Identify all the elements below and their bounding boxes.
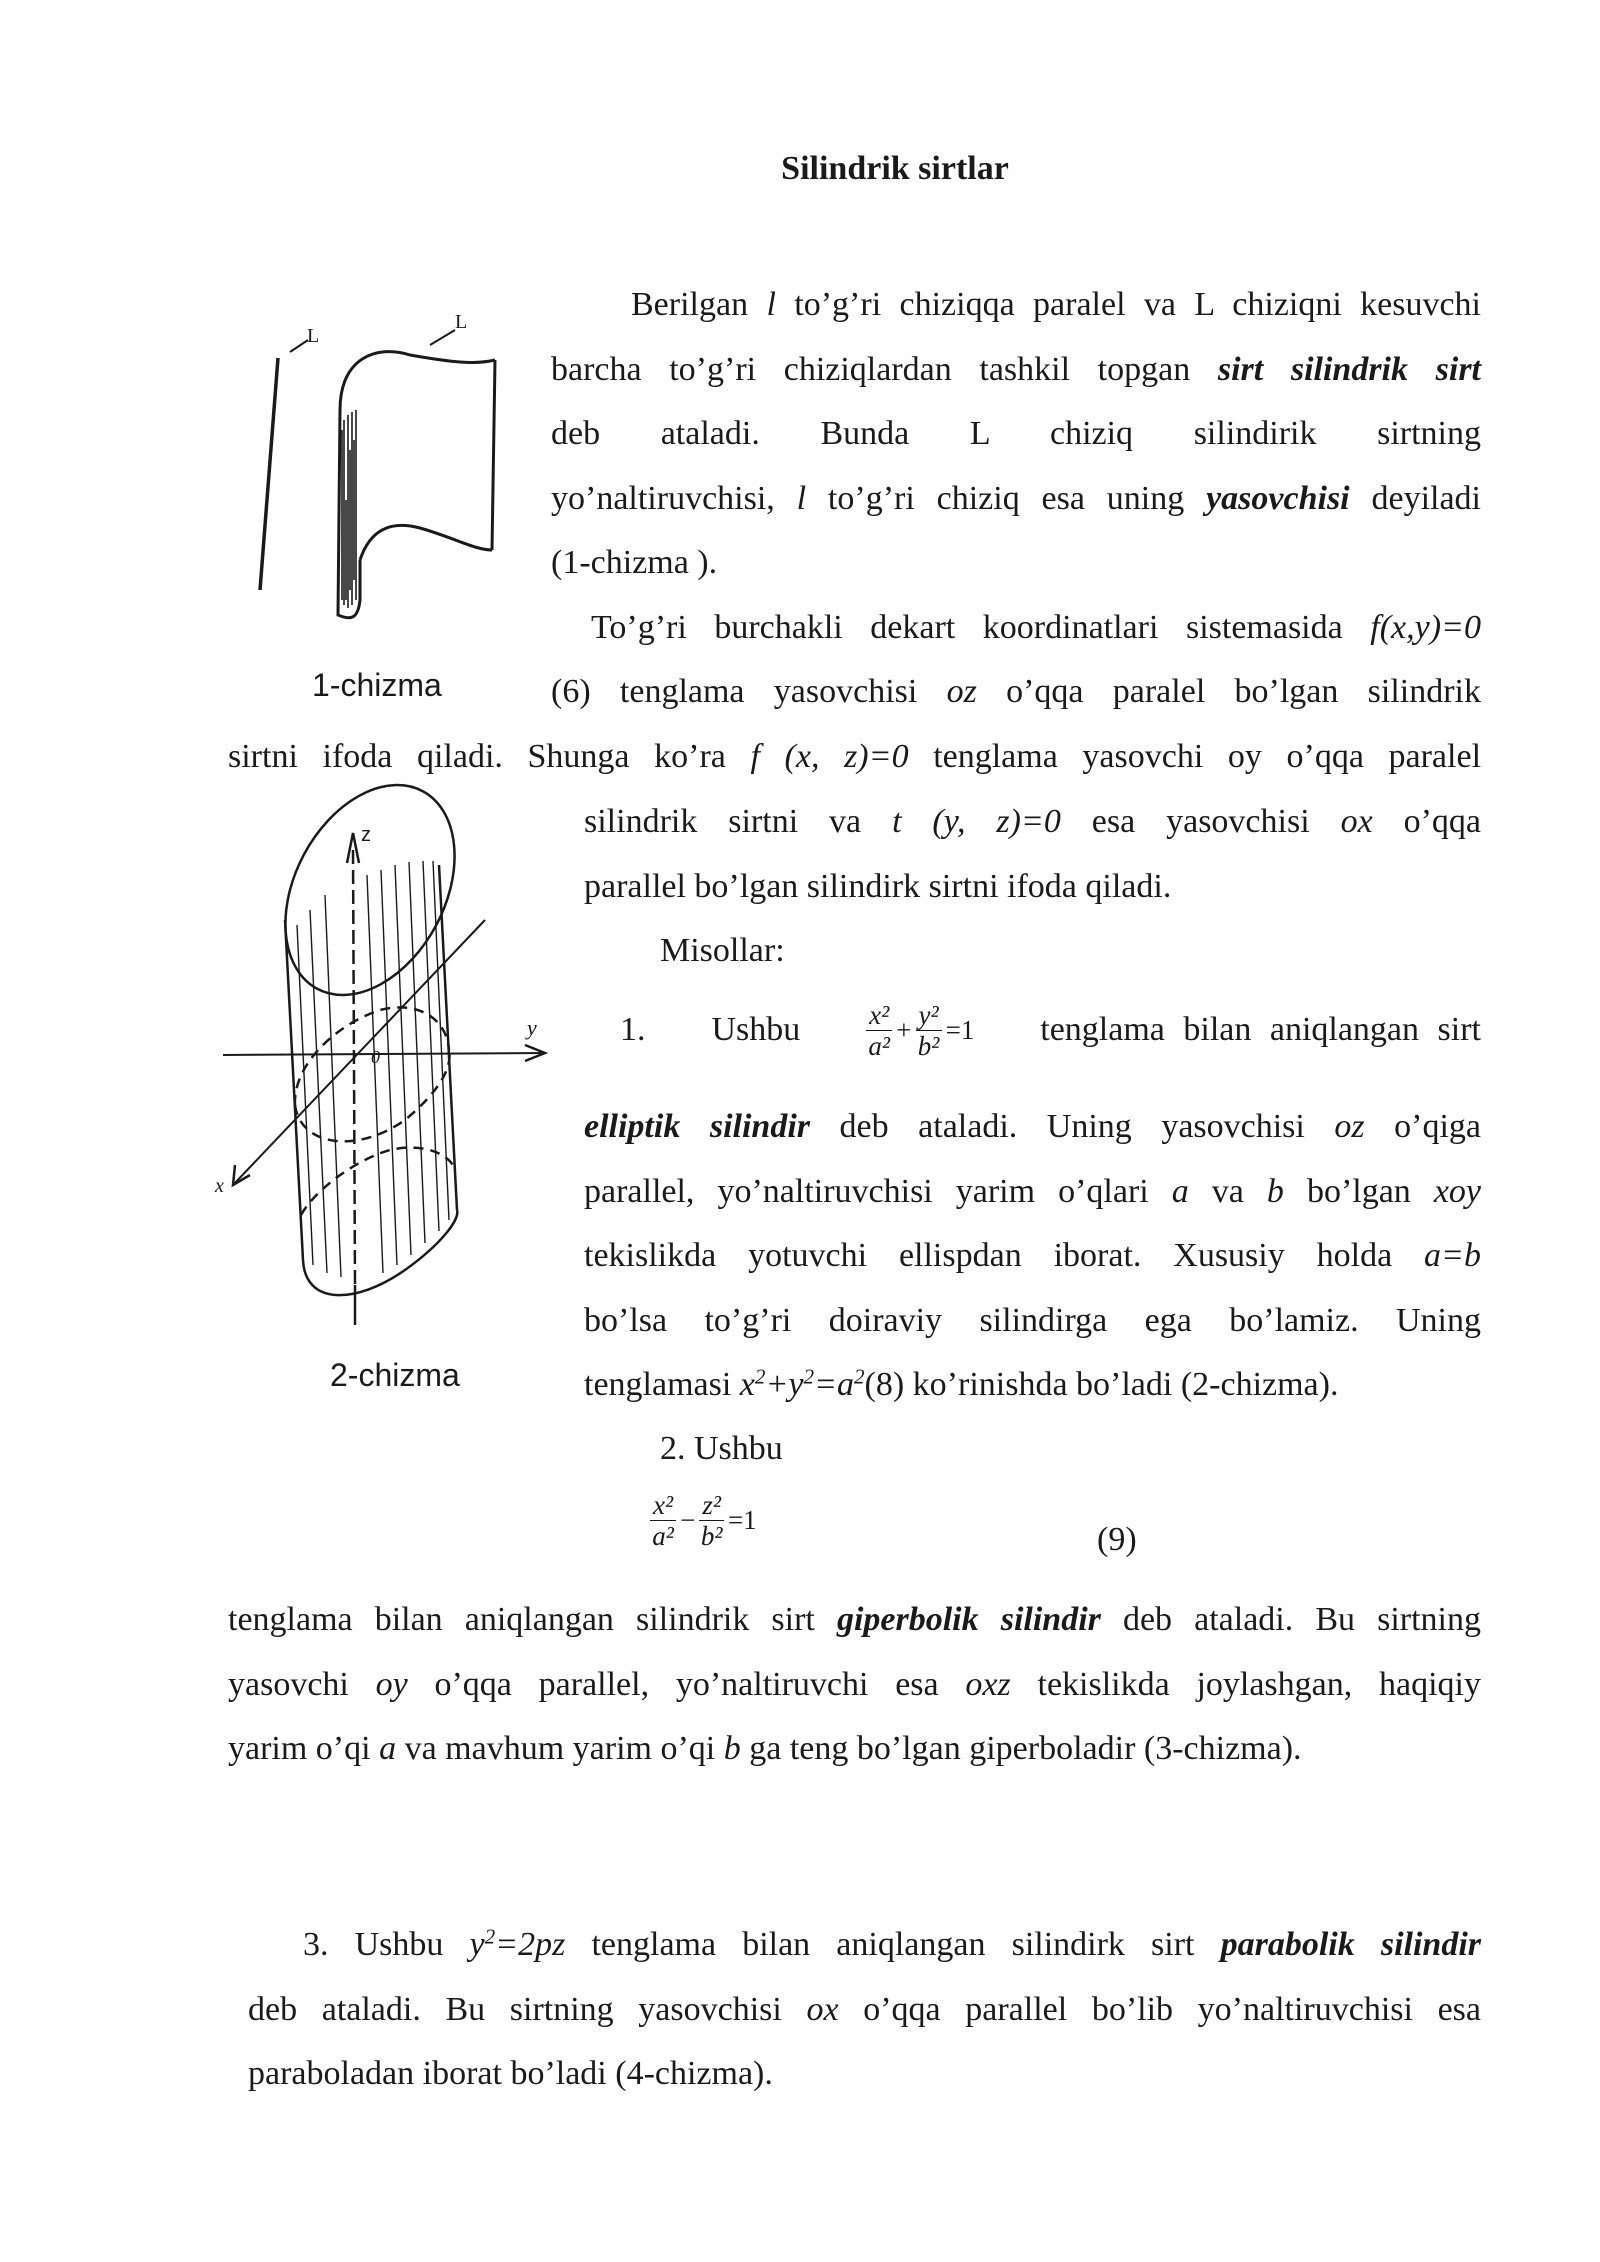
example-2-heading: 2. Ushbu xyxy=(660,1430,783,1467)
equation-parabola: $y^2=2pz$ xyxy=(469,1924,566,1963)
term-cylindrical-surface: sirt silindrik sirt xyxy=(1217,350,1481,388)
text-run: yasovchi xyxy=(228,1665,376,1703)
text-run: yo’naltiruvchisi, xyxy=(551,479,797,517)
text-run: o’qqa parallel bo’lib yo’naltiruvchisi esa xyxy=(838,1990,1482,2028)
paragraph-example-2 xyxy=(228,1588,1481,1782)
text-run: deyiladi xyxy=(1349,479,1482,517)
fraction: $\frac{\text{z²}}{\text{b²}}$ xyxy=(700,1490,723,1551)
text-line xyxy=(551,660,1481,725)
math-var: ox xyxy=(806,1990,839,2028)
term-hyperbolic-cylinder: giperbolik silindir xyxy=(836,1601,1101,1638)
text-run: (8) ko’rinishda bo’ladi (2-chizma). xyxy=(864,1366,1339,1403)
math-var: oy xyxy=(375,1665,408,1703)
text-line: parallel bo’lgan silindirk sirtni ifoda qiladi. xyxy=(584,867,1172,905)
paragraph-example-3 xyxy=(248,1913,1481,2107)
text-run: to’g’ri chiziq esa uning xyxy=(806,479,1207,517)
top-ellipse xyxy=(251,756,489,1024)
figure-1-caption: 1-chizma xyxy=(312,667,442,703)
math-var: b xyxy=(723,1730,741,1767)
text-run: Berilgan xyxy=(631,286,767,323)
paragraph-definition xyxy=(551,273,1481,725)
text-run: va mavhum yarim o’qi xyxy=(396,1730,724,1767)
text-run: 3. Ushbu xyxy=(303,1926,470,1963)
text-line xyxy=(551,596,1481,661)
text-run: To’g’ri burchakli dekart koordinatlari sistemasida xyxy=(591,608,1371,646)
equation-inline: t (y, z)=0 xyxy=(892,803,1061,840)
y-axis xyxy=(223,1053,545,1055)
text-line xyxy=(248,1913,1481,1978)
figure-1-label-l2: L xyxy=(455,311,468,333)
text-run: tekislikda joylashgan, haqiqiy xyxy=(1010,1665,1482,1703)
math-var: l xyxy=(796,479,807,517)
page-title: Silindrik sirtlar xyxy=(781,150,1009,187)
text-run: bo’lgan xyxy=(1283,1172,1434,1210)
equation-number: (9) xyxy=(1097,1521,1137,1558)
text-line: (1-chizma ). xyxy=(551,544,718,581)
x-axis xyxy=(233,920,485,1185)
text-run: o’qqa xyxy=(1372,803,1481,840)
math-var: b xyxy=(1266,1172,1284,1210)
text-line: paraboladan iborat bo’ladi (4-chizma). xyxy=(248,2055,773,2092)
text-line xyxy=(584,1353,1481,1418)
text-run: Ushbu xyxy=(711,1010,801,1048)
math-var: xoy xyxy=(1433,1172,1482,1210)
fraction: $\frac{\text{y²}}{\text{b²}}$ xyxy=(916,1000,942,1061)
y-axis-label: y xyxy=(527,1015,537,1040)
paragraph-continued xyxy=(584,790,1481,984)
text-run: sirtni ifoda qiladi. Shunga ko’ra xyxy=(228,738,751,775)
text-run: va xyxy=(1188,1172,1267,1210)
cylinder-left-side xyxy=(285,920,303,1260)
origin-label: 0 xyxy=(371,1047,380,1067)
text-run: to’g’ri chiziqqa paralel va L chiziqni kesuvchi xyxy=(775,286,1481,323)
text-run: tenglama bilan aniqlangan sirt xyxy=(1040,1010,1481,1048)
text-run: o’qqa paralel bo’lgan silindrik xyxy=(976,673,1481,710)
text-run: deb ataladi. Bu sirtning yasovchisi xyxy=(248,1990,807,2028)
fraction: $\frac{\text{x²}}{\text{a²}}$ xyxy=(650,1490,676,1551)
term-generatrix: yasovchisi xyxy=(1206,479,1350,517)
text-run: tenglama bilan aniqlangan silindrik sirt xyxy=(228,1601,837,1638)
math-var: a xyxy=(379,1730,397,1767)
text-run: barcha to’g’ri chiziqlardan tashkil topgan xyxy=(551,350,1218,388)
text-run: esa yasovchisi xyxy=(1060,803,1341,840)
label-leader-1 xyxy=(290,340,308,352)
text-line xyxy=(551,467,1481,532)
text-run: tenglamasi xyxy=(584,1366,740,1403)
math-var: oxz xyxy=(965,1665,1011,1703)
paragraph-example-1 xyxy=(584,1095,1481,1418)
text-line xyxy=(228,1653,1481,1718)
text-run: tekislikda yotuvchi ellispdan iborat. Xususiy holda xyxy=(584,1237,1425,1274)
math-var: a xyxy=(1171,1172,1189,1210)
math-var: l xyxy=(766,286,776,323)
figure-2-cylinder xyxy=(215,795,565,1340)
equation-ellipse: $\frac{\text{x²}}{\text{a²}}$ + $\frac{\text{y²}}{\text{b²}}$ =1 xyxy=(866,998,974,1063)
figure-1-label-l: L xyxy=(307,325,320,347)
math-var: oz xyxy=(946,673,977,710)
surface-right-edge xyxy=(492,360,495,550)
text-line: bo’lsa to’g’ri doiraviy silindirga ega bo’lamiz. Uning xyxy=(584,1301,1481,1339)
math-var: ox xyxy=(1340,803,1373,840)
text-run: ga teng bo’lgan giperboladir (3-chizma). xyxy=(740,1730,1302,1767)
surface-curve-top xyxy=(340,352,495,410)
text-run: (6) tenglama yasovchisi xyxy=(551,673,947,710)
text-run: o’qiga xyxy=(1364,1108,1482,1145)
math-expr: a=b xyxy=(1424,1237,1481,1274)
figure-2-caption: 2-chizma xyxy=(330,1357,460,1393)
text-line xyxy=(248,1978,1481,2043)
text-line: deb ataladi. Bunda L chiziq silindirik sirtning xyxy=(551,415,1481,452)
example-number: 1. xyxy=(620,1010,646,1048)
text-line xyxy=(584,1160,1481,1225)
text-run: deb ataladi. Uning yasovchisi xyxy=(810,1108,1335,1145)
text-line xyxy=(551,338,1481,403)
z-axis-label: z xyxy=(361,824,371,846)
equation-hyperbola: $\frac{\text{x²}}{\text{a²}}$ − $\frac{\text{z²}}{\text{b²}}$ =1 xyxy=(650,1490,757,1551)
text-run: tenglama yasovchi oy o’qqa paralel xyxy=(908,738,1482,775)
term-parabolic-cylinder: parabolik silindir xyxy=(1220,1926,1482,1963)
label-leader-2 xyxy=(430,330,455,345)
term-elliptic-cylinder: elliptik silindir xyxy=(584,1108,811,1145)
text-run: o’qqa parallel, yo’naltiruvchi esa xyxy=(407,1665,966,1703)
text-run: deb ataladi. Bu sirtning xyxy=(1100,1601,1481,1638)
text-line xyxy=(228,725,1481,790)
text-line xyxy=(551,273,1481,338)
generatrix-line xyxy=(260,358,278,590)
text-run: yarim o’qi xyxy=(228,1730,380,1767)
fraction: $\frac{\text{x²}}{\text{a²}}$ xyxy=(866,1000,892,1061)
x-axis-label: x xyxy=(215,1175,224,1197)
text-run: tenglama bilan aniqlangan silindirk sirt xyxy=(565,1926,1221,1963)
surface-bottom-curve xyxy=(360,525,492,560)
equation-circle: $x^2+y^2=a^2$ xyxy=(739,1364,865,1403)
text-run: silindrik sirtni va xyxy=(584,803,893,840)
text-run: parallel, yo’naltiruvchisi yarim o’qlari xyxy=(584,1172,1172,1210)
text-line xyxy=(584,1224,1481,1289)
text-line xyxy=(584,790,1481,855)
examples-heading: Misollar: xyxy=(660,932,785,969)
equation-inline: f(x,y)=0 xyxy=(1370,608,1481,646)
text-line xyxy=(228,1588,1481,1653)
z-axis xyxy=(353,850,355,1285)
example-1-line xyxy=(620,985,1481,1075)
text-line xyxy=(584,1095,1481,1160)
math-var: oz xyxy=(1334,1108,1365,1145)
equation-inline: f (x, z)=0 xyxy=(750,738,909,775)
figure-1-surface xyxy=(250,300,510,640)
text-line xyxy=(228,1717,1481,1782)
